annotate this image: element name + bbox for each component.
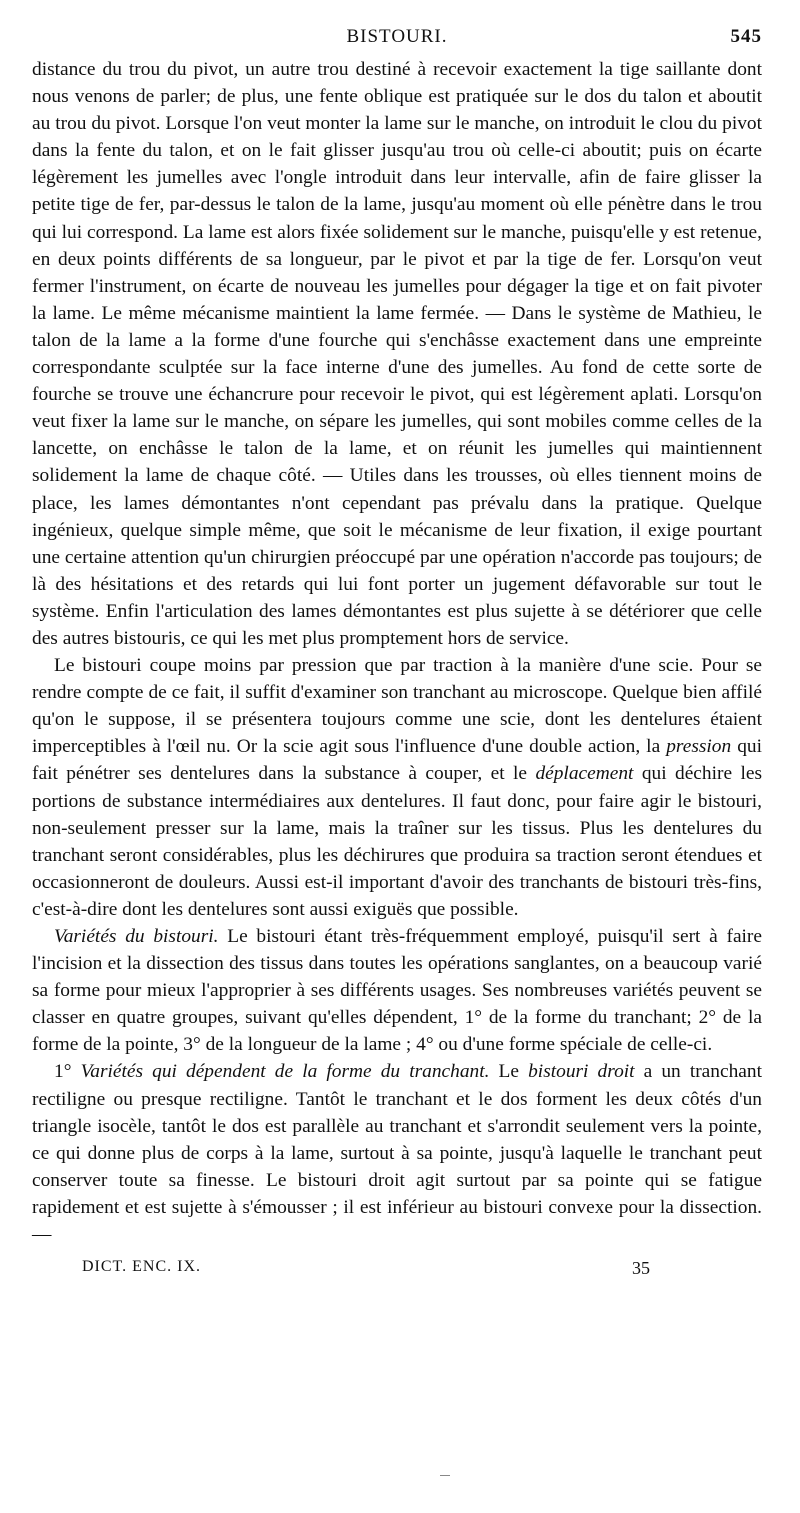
body-text <box>32 56 762 1248</box>
text-run: Le <box>489 1061 529 1083</box>
page-title: BISTOURI. <box>346 26 448 47</box>
page <box>32 26 762 1282</box>
text-run: qui fait pénétrer ses dentelures dans la substance à couper, et le <box>32 736 762 785</box>
text-run: distance du trou du pivot, un autre trou destiné à recevoir exactement la tige saillante dont nous venons de parler; de plus, une fente oblique est pratiquée sur le dos du talon et aboutit au trou du pivot. Lorsque l'on veut monter la lame sur le manche, on introduit le clou du pivot dans la fente du talon, et on le fait glisser jusqu'au trou où celle-ci aboutit; puis on écarte légèrement les jumelles avec l'ongle introduit dans leur intervalle, afin de faire glisser la petite tige de fer, par-dessus le talon de la lame, jusqu'au moment où elle pénètre dans le trou qui lui correspond. La lame est alors fixée solidement sur le manche, puisqu'elle y est retenue, en deux points différents de sa longueur, par le pivot et par la tige de fer. Lorsqu'on veut fermer l'instrument, on écarte de nouveau les jumelles pour dégager la tige et on fait pivoter la lame. Le même mécanisme maintient la lame fermée. — Dans le système de Mathieu, le talon de la lame a la forme d'une fourche qui s'enchâsse exactement dans une empreinte correspondante sculptée sur la face interne d'une des jumelles. Au fond de cette sorte de fourche se trouve une échancrure pour recevoir le pivot, qui est légèrement aplati. Lorsqu'on veut fixer la lame sur le manche, on sépare les jumelles, qui sont mobiles comme celles de la lancette, on enchâsse le talon de la lame, et on réunit les jumelles qui maintiennent solidement la lame de chaque côté. — Utiles dans les trousses, où elles tiennent moins de place, les lames démontantes n'ont cependant pas prévalu dans la pratique. Quelque ingénieux, quelque simple même, que soit le mécanisme de leur fixation, il exige pourtant une certaine attention qu'un chirurgien préoccupé par une opération n'accorde pas toujours; de là des hésitations et des retards qui lui font porter un jugement défavorable sur tout le système. Enfin l'articulation des lames démontantes est plus sujette à se détériorer que celle des autres bistouris, ce qui les met plus promptement hors de service. <box>32 59 762 649</box>
page-number: 545 <box>730 26 762 47</box>
text-run: 1° <box>54 1061 81 1083</box>
italic-run: Variétés du bistouri. <box>54 926 219 947</box>
footer-signature: DICT. ENC. IX. <box>82 1258 202 1276</box>
text-run: Le bistouri étant très-fréquemment employé, puisqu'il sert à faire l'incision et la dissection des tissus dans toutes les opérations sanglantes, on a beaucoup varié sa forme pour mieux l'approprier à ses différents usages. Ses nombreuses variétés peuvent se classer en quatre groupes, suivant qu'elles dépendent, 1° de la forme du tranchant; 2° de la forme de la pointe, 3° de la longueur de la lame ; 4° ou d'une forme spéciale de celle-ci. <box>32 926 763 1056</box>
paragraph <box>32 56 762 652</box>
footer-gathering-number: 35 <box>632 1258 650 1279</box>
italic-run: pression <box>666 736 732 758</box>
text-run: a un tranchant rectiligne ou presque rectiligne. Tantôt le tranchant et le dos forment les deux côtés d'un triangle isocèle, tantôt le dos est parallèle au tranchant et s'arrondit seulement vers la pointe, ce qui donne plus de corps à la lame, surtout à sa pointe, jusqu'à laquelle le tranchant peut conserver toute sa finesse. Le bistouri droit agit surtout par sa pointe qui se fatigue rapidement et est sujette à s'émousser ; il est inférieur au bistouri convexe pour la dissection. — <box>32 1061 762 1246</box>
running-head <box>32 26 762 56</box>
italic-run: déplacement <box>535 763 634 785</box>
paragraph <box>32 1058 762 1248</box>
text-run: qui déchire les portions de substance intermédiaires aux dentelures. Il faut donc, pour faire agir le bistouri, non-seulement presser sur la lame, mais la traîner sur les tissus. Plus les dentelures du tranchant seront considérables, plus les déchirures que produira sa traction seront étendues et occasionneront de douleurs. Aussi est-il important d'avoir des tranchants de bistouri très-fins, c'est-à-dire dont les dentelures sont aussi exiguës que possible. <box>32 763 762 920</box>
stray-mark <box>440 1475 450 1476</box>
paragraph <box>32 923 762 1058</box>
italic-run: bistouri droit <box>528 1061 635 1083</box>
italic-run: Variétés qui dépendent de la forme du tranchant. <box>80 1061 490 1083</box>
paragraph <box>32 652 762 923</box>
page-footer <box>32 1258 762 1282</box>
text-run: Le bistouri coupe moins par pression que par traction à la manière d'une scie. Pour se rendre compte de ce fait, il suffit d'examiner son tranchant au microscope. Quelque bien affilé qu'on le suppose, il se présentera toujours comme une scie, dont les dentelures étaient imperceptibles à l'œil nu. Or la scie agit sous l'influence d'une double action, la <box>32 655 762 758</box>
